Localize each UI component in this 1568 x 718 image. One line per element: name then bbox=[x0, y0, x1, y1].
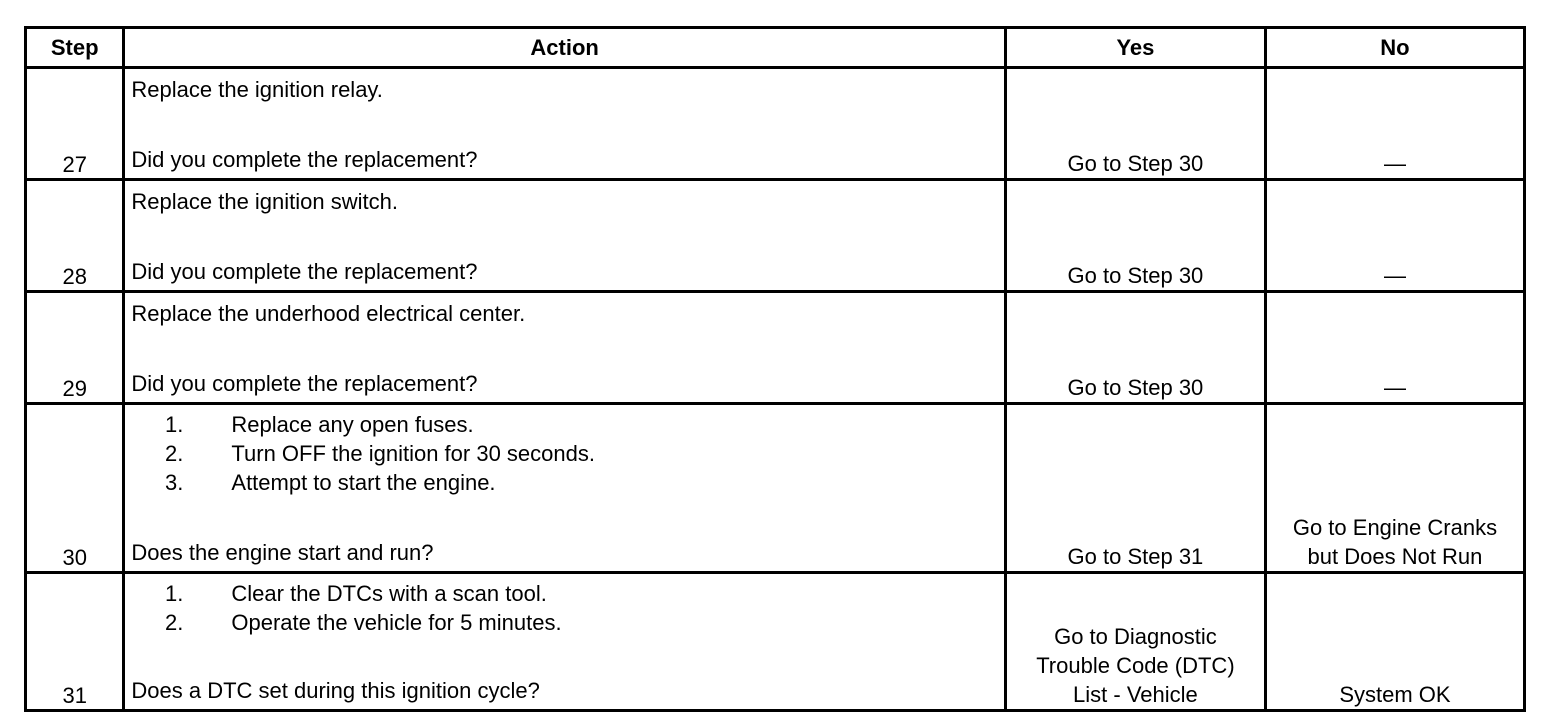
no-cell bbox=[1265, 404, 1524, 573]
step-number: 31 bbox=[26, 573, 124, 711]
no-line: Go to Engine Cranks bbox=[1292, 515, 1498, 540]
action-instruction: Replace the underhood electrical center. bbox=[131, 301, 526, 326]
header-step: Step bbox=[26, 28, 124, 68]
no-cell: System OK bbox=[1265, 573, 1524, 711]
table-row bbox=[26, 404, 1525, 573]
table-row bbox=[26, 573, 1525, 711]
no-cell: — bbox=[1265, 68, 1524, 180]
action-question: Does the engine start and run? bbox=[131, 540, 434, 565]
yes-line: Go to Diagnostic bbox=[1054, 624, 1217, 649]
step-number: 28 bbox=[26, 180, 124, 292]
action-instruction: Replace the ignition relay. bbox=[131, 77, 383, 102]
yes-cell: Go to Step 30 bbox=[1005, 292, 1265, 404]
action-steps-list bbox=[131, 579, 561, 637]
header-no: No bbox=[1265, 28, 1524, 68]
list-item: 2. Operate the vehicle for 5 minutes. bbox=[165, 610, 562, 635]
step-number: 27 bbox=[26, 68, 124, 180]
diagnostic-table bbox=[24, 26, 1526, 712]
yes-cell: Go to Step 31 bbox=[1005, 404, 1265, 573]
list-item: 2. Turn OFF the ignition for 30 seconds. bbox=[165, 441, 595, 466]
action-question: Did you complete the replacement? bbox=[131, 147, 478, 172]
no-cell: — bbox=[1265, 180, 1524, 292]
list-item: 1. Replace any open fuses. bbox=[165, 412, 474, 437]
yes-cell: Go to Step 30 bbox=[1005, 180, 1265, 292]
action-steps-list bbox=[131, 410, 595, 497]
table-row bbox=[26, 292, 1525, 404]
action-cell bbox=[124, 573, 1006, 711]
action-cell bbox=[124, 404, 1006, 573]
no-cell: — bbox=[1265, 292, 1524, 404]
step-number: 29 bbox=[26, 292, 124, 404]
action-question: Did you complete the replacement? bbox=[131, 371, 478, 396]
action-cell bbox=[124, 292, 1006, 404]
yes-cell bbox=[1005, 573, 1265, 711]
list-item: 3. Attempt to start the engine. bbox=[165, 470, 496, 495]
no-line: but Does Not Run bbox=[1307, 544, 1483, 569]
action-question: Did you complete the replacement? bbox=[131, 259, 478, 284]
action-cell bbox=[124, 68, 1006, 180]
header-yes: Yes bbox=[1005, 28, 1265, 68]
action-question: Does a DTC set during this ignition cycle? bbox=[131, 678, 540, 703]
list-item: 1. Clear the DTCs with a scan tool. bbox=[165, 581, 547, 606]
action-instruction: Replace the ignition switch. bbox=[131, 189, 398, 214]
header-row bbox=[26, 28, 1525, 68]
step-number: 30 bbox=[26, 404, 124, 573]
yes-cell: Go to Step 30 bbox=[1005, 68, 1265, 180]
yes-line: Trouble Code (DTC) bbox=[1036, 653, 1235, 678]
yes-line: List - Vehicle bbox=[1073, 682, 1198, 707]
action-cell bbox=[124, 180, 1006, 292]
header-action: Action bbox=[124, 28, 1006, 68]
table-row bbox=[26, 180, 1525, 292]
table-row bbox=[26, 68, 1525, 180]
